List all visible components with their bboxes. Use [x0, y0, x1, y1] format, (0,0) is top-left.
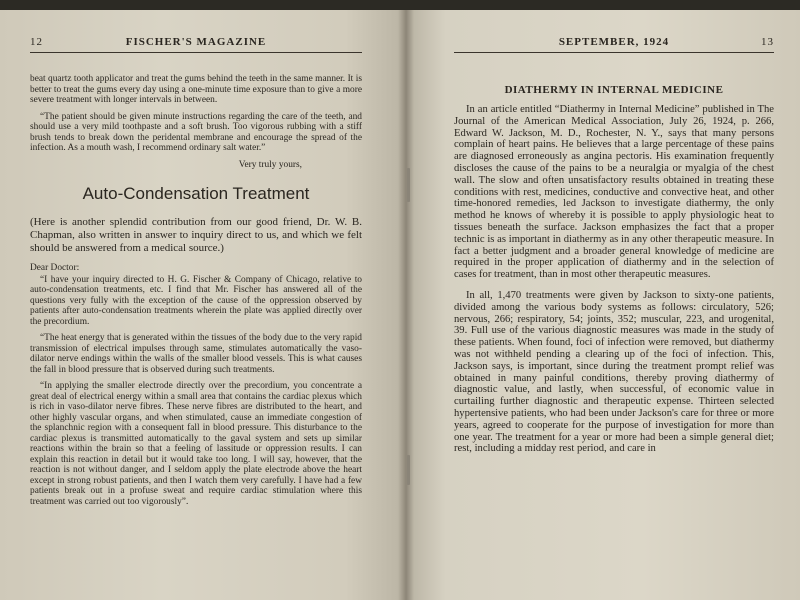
- body-paragraph: “I have your inquiry directed to H. G. Fischer & Company of Chicago, relative to auto-condensation treatments, etc. I find that Mr. Fischer has answered all of the questions very fully with the exception of the cause of the oppression observed by patients after auto-condensation treatments wherein the plate was applied directly over the precordium.: [30, 274, 362, 327]
- article-title: Auto-Condensation Treatment: [82, 183, 310, 203]
- left-running-header: [30, 34, 362, 53]
- right-page-number: 13: [761, 36, 774, 48]
- left-page: [0, 10, 406, 600]
- body-paragraph: In an article entitled “Diathermy in Internal Medicine” published in The Journal of the American Medical Association, July 26, 1924, p. 266, Edward W. Jackson, M. D., Rochester, N. Y., says that many persons complain of heart pains. He believes that a large percentage of these pains are diagnosed erroneously as angina pectoris. His examination frequently discloses the cause of the pains to be a neuralgia or myalgia of the chest wall. The slow and often unsatisfactory results obtained in treating these conditions with rest, medicines, conductive and convective heat, and other time-honored remedies, led Jackson to investigate diathermy, the only method he knows of whereby it is possible to apply physiologic heat to tissues beneath the surface. Jackson emphasizes the fact that a proper technic is as important in diathermy as in any other therapeutic measure. In fact a better judgment and a broader general knowledge of medicine are required in the proper application of diathermy and in the selection of cases for treatment, than in most other therapeutic measures.: [454, 104, 774, 281]
- staple-bottom: [407, 455, 410, 485]
- page-gutter: [398, 10, 414, 600]
- article-title: DIATHERMY IN INTERNAL MEDICINE: [504, 84, 724, 96]
- right-column: [454, 80, 774, 464]
- right-page: [406, 10, 800, 600]
- staple-top: [407, 168, 410, 202]
- left-page-number: 12: [30, 36, 43, 48]
- right-running-head: SEPTEMBER, 1924: [558, 36, 670, 48]
- body-paragraph: beat quartz tooth applicator and treat the gums behind the teeth in the same manner. It is better to treat the gums every day using a one-minute time exposure than to give a more severe treatment with longer intervals in between.: [30, 74, 362, 105]
- body-paragraph: “The patient should be given minute instructions regarding the care of the teeth, and should use a very mild toothpaste and a soft brush. Too vigorous rubbing with a stiff brush tends to break down the peridental membrane and encourage the spread of the infection. As a mouth wash, I recommend ordinary salt water.”: [30, 111, 362, 153]
- body-paragraph: In all, 1,470 treatments were given by Jackson to sixty-one patients, divided among the various body systems as follows: circulatory, 526; nervous, 266; respiratory, 54; joints, 352; muscular, 223, and urogenital, 39. Full use of the various diagnostic measures was made in the study of these patients. When found, foci of infection were removed, but diathermy was not withheld pending a clearing up of the foci of infection. This, Jackson says, is important, since during the treatment prompt relief was obtained in many painful conditions, thereby proving diathermy of diagnostic value, and lastly, when successful, of economic value in curtailing further diagnostic and therapeutic expense. Thirteen selected hypertensive patients, who had been under Jackson's care for three or more years, agreed to cooperate for the purpose of investigation for more than one year. The treatment for a year or more had been a simple general diet; rest, including a midday rest period, and care in: [454, 289, 774, 455]
- right-running-header: [454, 34, 774, 53]
- article-intro: (Here is another splendid contribution from our good friend, Dr. W. B. Chapman, also written in answer to inquiry direct to us, and which we felt should be answered from a medical source.): [30, 215, 362, 254]
- salutation: Dear Doctor:: [30, 262, 80, 273]
- body-paragraph: “The heat energy that is generated within the tissues of the body due to the very rapid transmission of electrical impulses through same, stimulates automatically the vaso-dilator nerve endings within the walls of the smaller blood vessels. This is what causes the fall in blood pressure that is observed during such treatments.: [30, 333, 362, 375]
- body-paragraph: “In applying the smaller electrode directly over the precordium, you concentrate a great deal of electrical energy within a small area that contains the cardiac plexus which is rich in vaso-dilator nerve fibres. These nerve fibres are distributed to the heart, and other highly vascular organs, and when stimulated, cause an immediate congestion of the splanchnic region with a consequent fall in blood pressure. This disturbance to the cardiac plexus is transmitted automatically to the gaval system and sets up similar reactions within the brain so that a feeling of lassitude or oppression results. I can explain this reaction in detail but it would take too long. I will say, however, that the reaction is not without danger, and I seldom apply the plate electrode above the heart except in strong robust patients, and then I watch them very carefully. I have had a few patients break out in a profuse sweat and require cardiac stimulation where this treatment was carried out too vigorously”.: [30, 381, 362, 507]
- signoff: Very truly yours,: [238, 159, 302, 170]
- left-column: [30, 74, 362, 513]
- left-running-head: FISCHER'S MAGAZINE: [125, 36, 267, 48]
